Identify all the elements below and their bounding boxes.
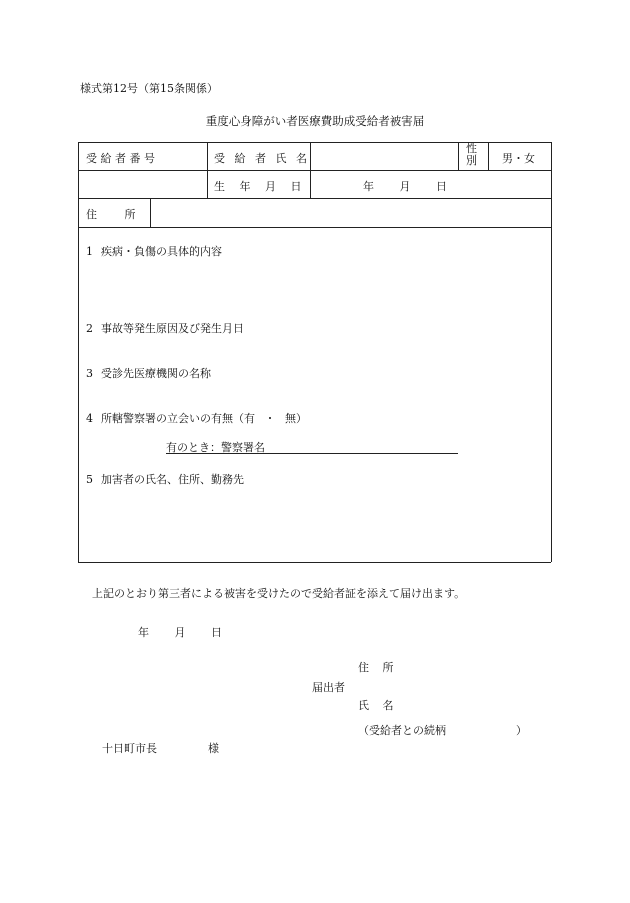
statement: 上記のとおり第三者による被害を受けたので受給者証を添えて届け出ます。 (92, 587, 466, 600)
section-police (86, 410, 307, 426)
relation-label: （受給者との続柄 (358, 724, 446, 737)
recipient-name-field[interactable] (311, 142, 457, 170)
section-number: 1 (86, 245, 93, 258)
birth-date-label: 生 年 月 日 (214, 180, 302, 193)
submission-date[interactable]: 年 月 日 (138, 626, 222, 639)
section-medical-institution (86, 365, 211, 381)
police-station-field[interactable] (166, 439, 458, 454)
notifier-address-label: 住 所 (358, 661, 394, 674)
addressee: 十日町市長 (102, 742, 157, 755)
relation-close: ） (516, 724, 527, 737)
section-text: 加害者の氏名、住所、勤務先 (101, 473, 244, 486)
section-injury (86, 243, 222, 259)
section-number: 5 (86, 473, 93, 486)
section-text: 受診先医療機関の名称 (101, 367, 211, 380)
section-text: 疾病・負傷の具体的内容 (101, 245, 222, 258)
section-number: 3 (86, 367, 93, 380)
honorific: 様 (208, 742, 219, 755)
recipient-number-label: 受 給 者 番 号 (86, 152, 155, 165)
section-number: 4 (86, 412, 93, 425)
form-number: 様式第12号（第15条関係） (80, 82, 218, 95)
address-field[interactable] (151, 199, 550, 226)
sex-label-top: 性 (466, 142, 477, 155)
recipient-name-label: 受 給 者 氏 名 (214, 152, 310, 165)
address-label: 住 所 (86, 208, 136, 221)
section-cause (86, 320, 244, 336)
section-text: 所轄警察署の立会いの有無（有 ・ 無） (101, 412, 307, 425)
birth-date-value[interactable]: 年 月 日 (363, 180, 447, 193)
section-text: 事故等発生原因及び発生月日 (101, 322, 244, 335)
section-assailant (86, 471, 244, 487)
section-number: 2 (86, 322, 93, 335)
recipient-number-field[interactable] (79, 171, 206, 198)
sex-label-bottom: 別 (466, 154, 477, 167)
police-detail-label: 有のとき：警察署名 (166, 441, 265, 454)
sex-options[interactable]: 男・女 (502, 152, 535, 165)
page-title: 重度心身障がい者医療費助成受給者被害届 (205, 114, 425, 128)
notifier-label: 届出者 (312, 681, 345, 694)
notifier-name-label: 氏 名 (358, 699, 394, 712)
